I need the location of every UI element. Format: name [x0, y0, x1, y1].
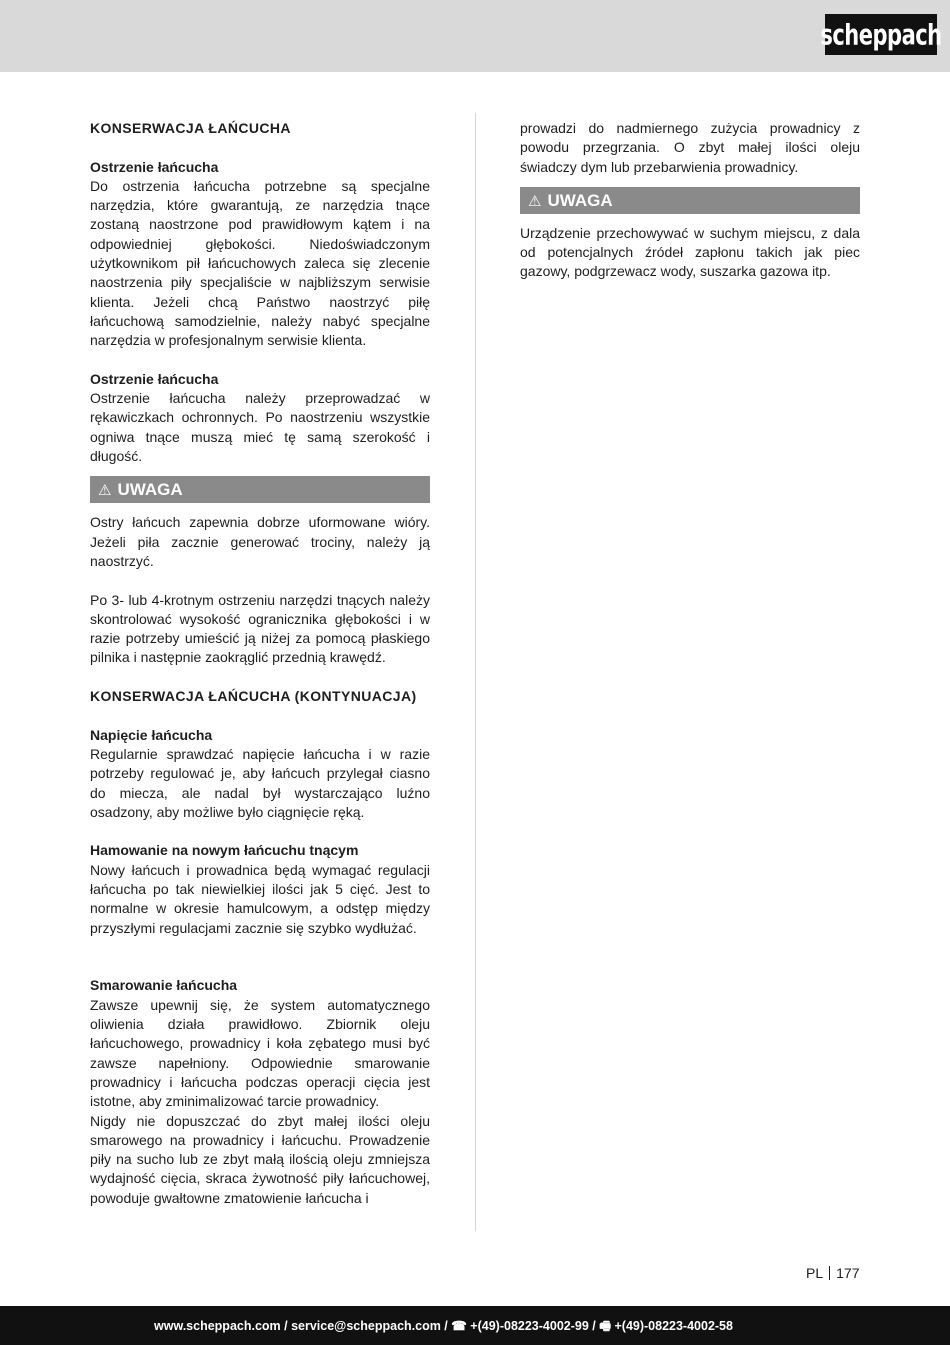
paragraph: Urządzenie przechowywać w suchym miejscu, z dala od potencjalnych źródeł zapłonu takich jak piec gazowy, podgrzewacz wody, suszarka gazowa itp. [520, 224, 860, 280]
paragraph: Nowy łańcuch i prowadnica będą wymagać regulacji łańcucha po tak niewielkiej ilości jak 5 cięć. Jest to normalne w okresie hamulcowym, a odstęp między przyszłymi regulacjami zacznie się szybko wydłużać. [90, 861, 430, 936]
page-number [806, 1265, 859, 1281]
warning-banner [520, 187, 860, 214]
right-column [520, 119, 860, 282]
warning-icon: ⚠ [528, 191, 542, 210]
language-code: PL [806, 1265, 824, 1281]
warning-icon: ⚠ [98, 481, 112, 500]
subheading: Ostrzenie łańcucha [90, 370, 219, 387]
paragraph: prowadzi do nadmiernego zużycia prowadnicy z powodu przegrzania. O zbyt małej ilości oleju świadczy dym lub przebarwienia prowadnicy. [520, 120, 860, 175]
page-number-value: 177 [836, 1265, 860, 1281]
warning-label: UWAGA [117, 480, 183, 500]
brand-logo: scheppach [825, 14, 937, 55]
section-heading: KONSERWACJA ŁAŃCUCHA [90, 120, 291, 136]
paragraph: Zawsze upewnij się, że system automatycznego oliwienia działa prawidłowo. Zbiornik oleju łańcuchowego, prowadnicy i koła zębatego musi być zawsze napełniony. Odpowiednie smarowanie prowadnicy i łańcucha podczas operacji cięcia jest istotne, aby zminimalizować tarcie prowadnicy. [90, 996, 430, 1110]
paragraph: Po 3- lub 4-krotnym ostrzeniu narzędzi tnących należy skontrolować wysokość ogranicznika głębokości i w razie potrzeby umieścić ją niżej za pomocą płaskiego pilnika i następnie zaokrąglić przednią krawędź. [90, 591, 430, 666]
paragraph: Ostrzenie łańcucha należy przeprowadzać w rękawiczkach ochronnych. Po naostrzeniu wszystkie ogniwa tnące muszą mieć tę samą szerokość i długość. [90, 390, 430, 465]
subheading: Hamowanie na nowym łańcuchu tnącym [90, 842, 359, 859]
section-heading: KONSERWACJA ŁAŃCUCHA (KONTYNUACJA) [90, 688, 417, 705]
subheading: Ostrzenie łańcucha [90, 158, 219, 175]
left-column [90, 119, 430, 1208]
subheading: Smarowanie łańcucha [90, 977, 238, 994]
header-bar [0, 0, 950, 72]
paragraph: Do ostrzenia łańcucha potrzebne są specjalne narzędzia, które gwarantują, ze narzędzia tnące zostaną naostrzone pod prawidłowym kątem i na odpowiedniej głębokości. Niedoświadczonym użytkownikom pił łańcuchowych zaleca się zlecenie naostrzenia piły specjaliście w najbliższym serwisie klienta. Jeżeli chcą Państwo naostrzyć piłę łańcuchową samodzielnie, należy nabyć specjalne narzędzia w profesjonalnym serwisie klienta. [90, 177, 430, 349]
footer-contact: www.scheppach.com / service@scheppach.com / ☎ +(49)-08223-4002-99 / 🖷 +(49)-08223-4002-58 [154, 1319, 733, 1333]
footer-bar [0, 1306, 950, 1345]
paragraph: Regularnie sprawdzać napięcie łańcucha i w razie potrzeby regulować je, aby łańcuch przylegał ciasno do miecza, ale nadal był wystarczająco luźno osadzony, aby możliwe było ciągnięcie ręką. [90, 745, 430, 820]
warning-banner [90, 476, 430, 503]
subheading: Napięcie łańcucha [90, 726, 213, 743]
paragraph: Ostry łańcuch zapewnia dobrze uformowane wióry. Jeżeli piła zacznie generować trociny, należy ją naostrzyć. [90, 514, 430, 569]
column-divider [475, 113, 476, 1231]
warning-label: UWAGA [547, 190, 613, 210]
paragraph: Nigdy nie dopuszczać do zbyt małej ilości oleju smarowego na prowadnicy i łańcuchu. Prowadzenie piły na sucho lub ze zbyt małą ilością oleju zmniejsza wydajność cięcia, skraca żywotność piły łańcuchowej, powoduje gwałtowne zmatowienie łańcucha i [90, 1112, 430, 1206]
